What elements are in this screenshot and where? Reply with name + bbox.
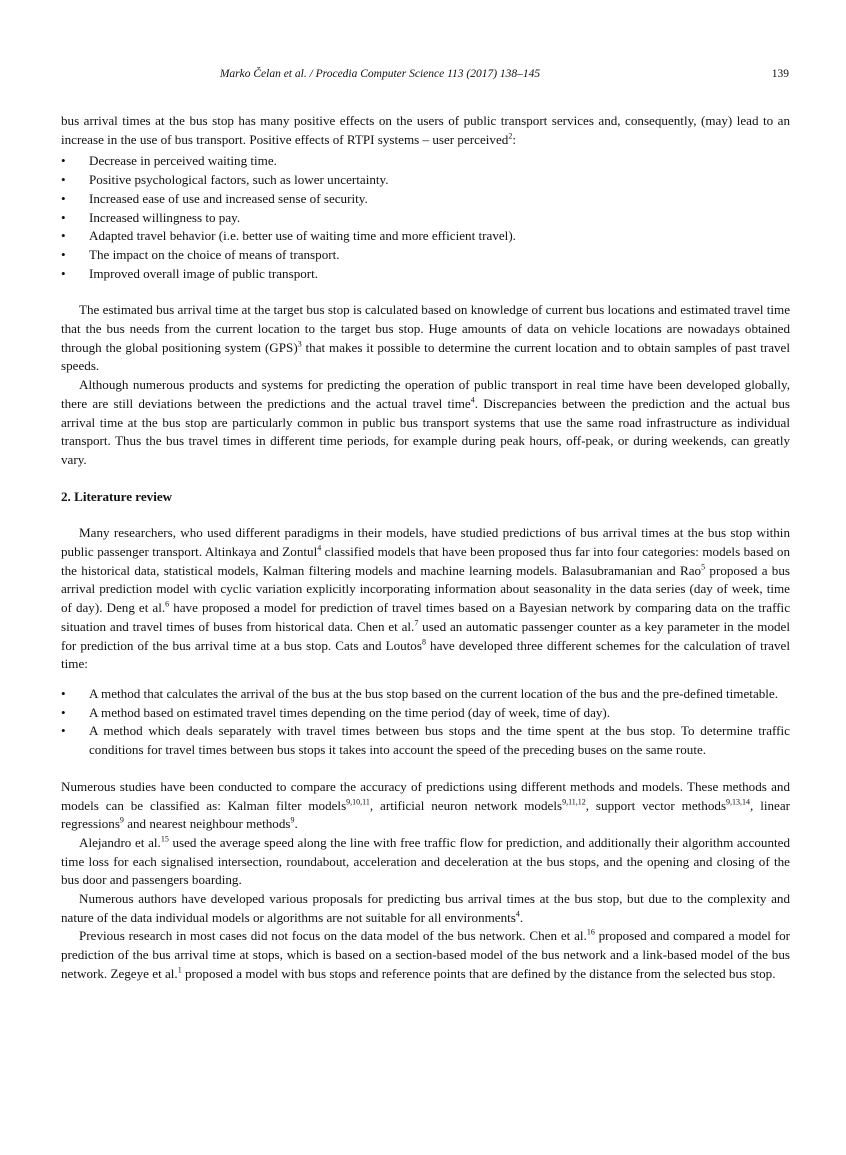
literature-paragraph-3: Alejandro et al.$^{15}$ used the average speed along the line with free traffic flow for prediction, and additionally their algorithm accounted time loss for each signalised intersection, roundabout, acceleration and deceleration at the bus stops, and the opening and closing of the bus door and passengers boarding. [61, 834, 790, 888]
bullet-icon: • [61, 265, 66, 281]
list-item: • The impact on the choice of means of transport. [61, 246, 790, 265]
bullet-icon: • [61, 723, 66, 739]
intro-paragraph-1: bus arrival times at the bus stop has many positive effects on the users of public transport services and, consequently, (may) lead to an increase in the use of bus transport. Positive effects of RTPI systems – user perceived$^2$: [61, 113, 790, 147]
section-heading: 2. Literature review [61, 488, 173, 504]
list-item: • Decrease in perceived waiting time. [61, 152, 790, 171]
intro-paragraph-3: Although numerous products and systems for predicting the operation of public transport in real time have been developed globally, there are still deviations between the predictions and the actual travel time$^4$. Discrepancies between the prediction and the actual bus arrival time at the bus stop are particularly common in public bus transport systems that use the same road infrastructure as individual transport. Thus the bus travel times in different time periods, for example during peak hours, off-peak, or during weekends, can greatly vary. [61, 377, 790, 467]
list-item: • A method based on estimated travel times depending on the time period (day of week, time of day). [61, 704, 790, 723]
citation: 5 [701, 562, 706, 572]
list-item: • Positive psychological factors, such as lower uncertainty. [61, 171, 790, 190]
list-item: • Adapted travel behavior (i.e. better use of waiting time and more efficient travel). [61, 227, 790, 246]
citation: 16 [586, 928, 595, 938]
running-header [0, 68, 846, 84]
citation: 2 [508, 131, 513, 141]
intro-paragraph-2: The estimated bus arrival time at the target bus stop is calculated based on knowledge of current bus locations and estimated travel time that the bus needs from the current location to the target bus stop. Huge amounts of data on vehicle locations are nowadays obtained through the global positioning system (GPS)$^3$ that makes it possible to determine the current location and to obtain samples of past travel speeds. [61, 302, 790, 374]
citation: 3 [297, 339, 302, 349]
citation: 6 [165, 599, 170, 609]
bullet-icon: • [61, 228, 66, 244]
bullet-icon: • [61, 153, 66, 169]
citation: 1 [177, 965, 182, 975]
bullet-icon: • [61, 685, 66, 701]
bullet-icon: • [61, 704, 66, 720]
citation: 4 [515, 909, 520, 919]
citation: 4 [317, 543, 322, 553]
list-item: • Increased ease of use and increased sense of security. [61, 190, 790, 209]
bullet-icon: • [61, 172, 66, 188]
list-item: • A method which deals separately with travel times between bus stops and the time spent at the bus stop. To determine traffic conditions for travel times between bus stops it takes into account the speed of the preceding buses on the same route. [61, 723, 790, 758]
bullet-icon: • [61, 246, 66, 262]
bullet-icon: • [61, 209, 66, 225]
citation: 4 [470, 395, 475, 405]
citation: 9,11,12 [562, 797, 586, 807]
literature-paragraph-2: Numerous studies have been conducted to compare the accuracy of predictions using different methods and models. These methods and models can be classified as: Kalman filter models$^{9,10,11}$, artificial neuron network models$^{9,11,12}$, support vector methods$^{9,13,14}$, linear regressions$^9$ and nearest neighbour methods$^9$. [61, 778, 790, 832]
citation: 7 [414, 618, 419, 628]
citation: 9,13,14 [726, 797, 751, 807]
literature-paragraph-4: Numerous authors have developed various proposals for predicting bus arrival times at the bus stop, but due to the complexity and nature of the data individual models or algorithms are not suitable for all environments$^4$. [61, 891, 790, 925]
running-title: Marko Čelan et al. / Procedia Computer Science 113 (2017) 138–145 [219, 68, 541, 80]
citation: 9,10,11 [346, 797, 370, 807]
list-item: • A method that calculates the arrival of the bus at the bus stop based on the current location of the bus and the pre-defined timetable. [61, 685, 790, 704]
bullet-icon: • [61, 190, 66, 206]
literature-paragraph-5: Previous research in most cases did not focus on the data model of the bus network. Chen et al.$^{16}$ proposed and compared a model for prediction of the bus arrival time at stops, which is based on a section-based model of the bus network and a link-based model of the bus network. Zegeye et al.$^1$ proposed a model with bus stops and reference points that are defined by the distance from the selected bus stop. [61, 928, 790, 981]
citation: 8 [421, 637, 426, 647]
rtpi-effects-list [61, 152, 790, 283]
citation: 9 [119, 815, 124, 825]
list-item: • Improved overall image of public transport. [61, 265, 790, 284]
literature-paragraph-1: Many researchers, who used different paradigms in their models, have studied predictions of bus arrival times at the bus stop within public passenger transport. Altinkaya and Zontul$^4$ classified models that have been proposed thus far into four categories: models based on the historical data, statistical models, Kalman filtering models and machine learning models. Balasubramanian and Rao$^5$ proposed a bus arrival prediction model with cyclic variation explicitly incorporating information about seasonality in the data series (day of week, time of day). Deng et al.$^6$ have proposed a model for prediction of travel times based on a Bayesian network by comparing data on the traffic situation and travel times of buses from historical data. Chen et al.$^7$ used an automatic passenger counter as a key parameter in the model for prediction of the bus arrival time at a bus stop. Cats and Loutos$^8$ have developed three different schemes for the calculation of travel time: [61, 525, 791, 672]
travel-time-schemes-list [61, 685, 790, 760]
citation: 15 [160, 834, 169, 844]
page-body [61, 112, 790, 984]
citation: 9 [290, 815, 295, 825]
list-item: • Increased willingness to pay. [61, 209, 790, 228]
page-number: 139 [771, 68, 789, 80]
